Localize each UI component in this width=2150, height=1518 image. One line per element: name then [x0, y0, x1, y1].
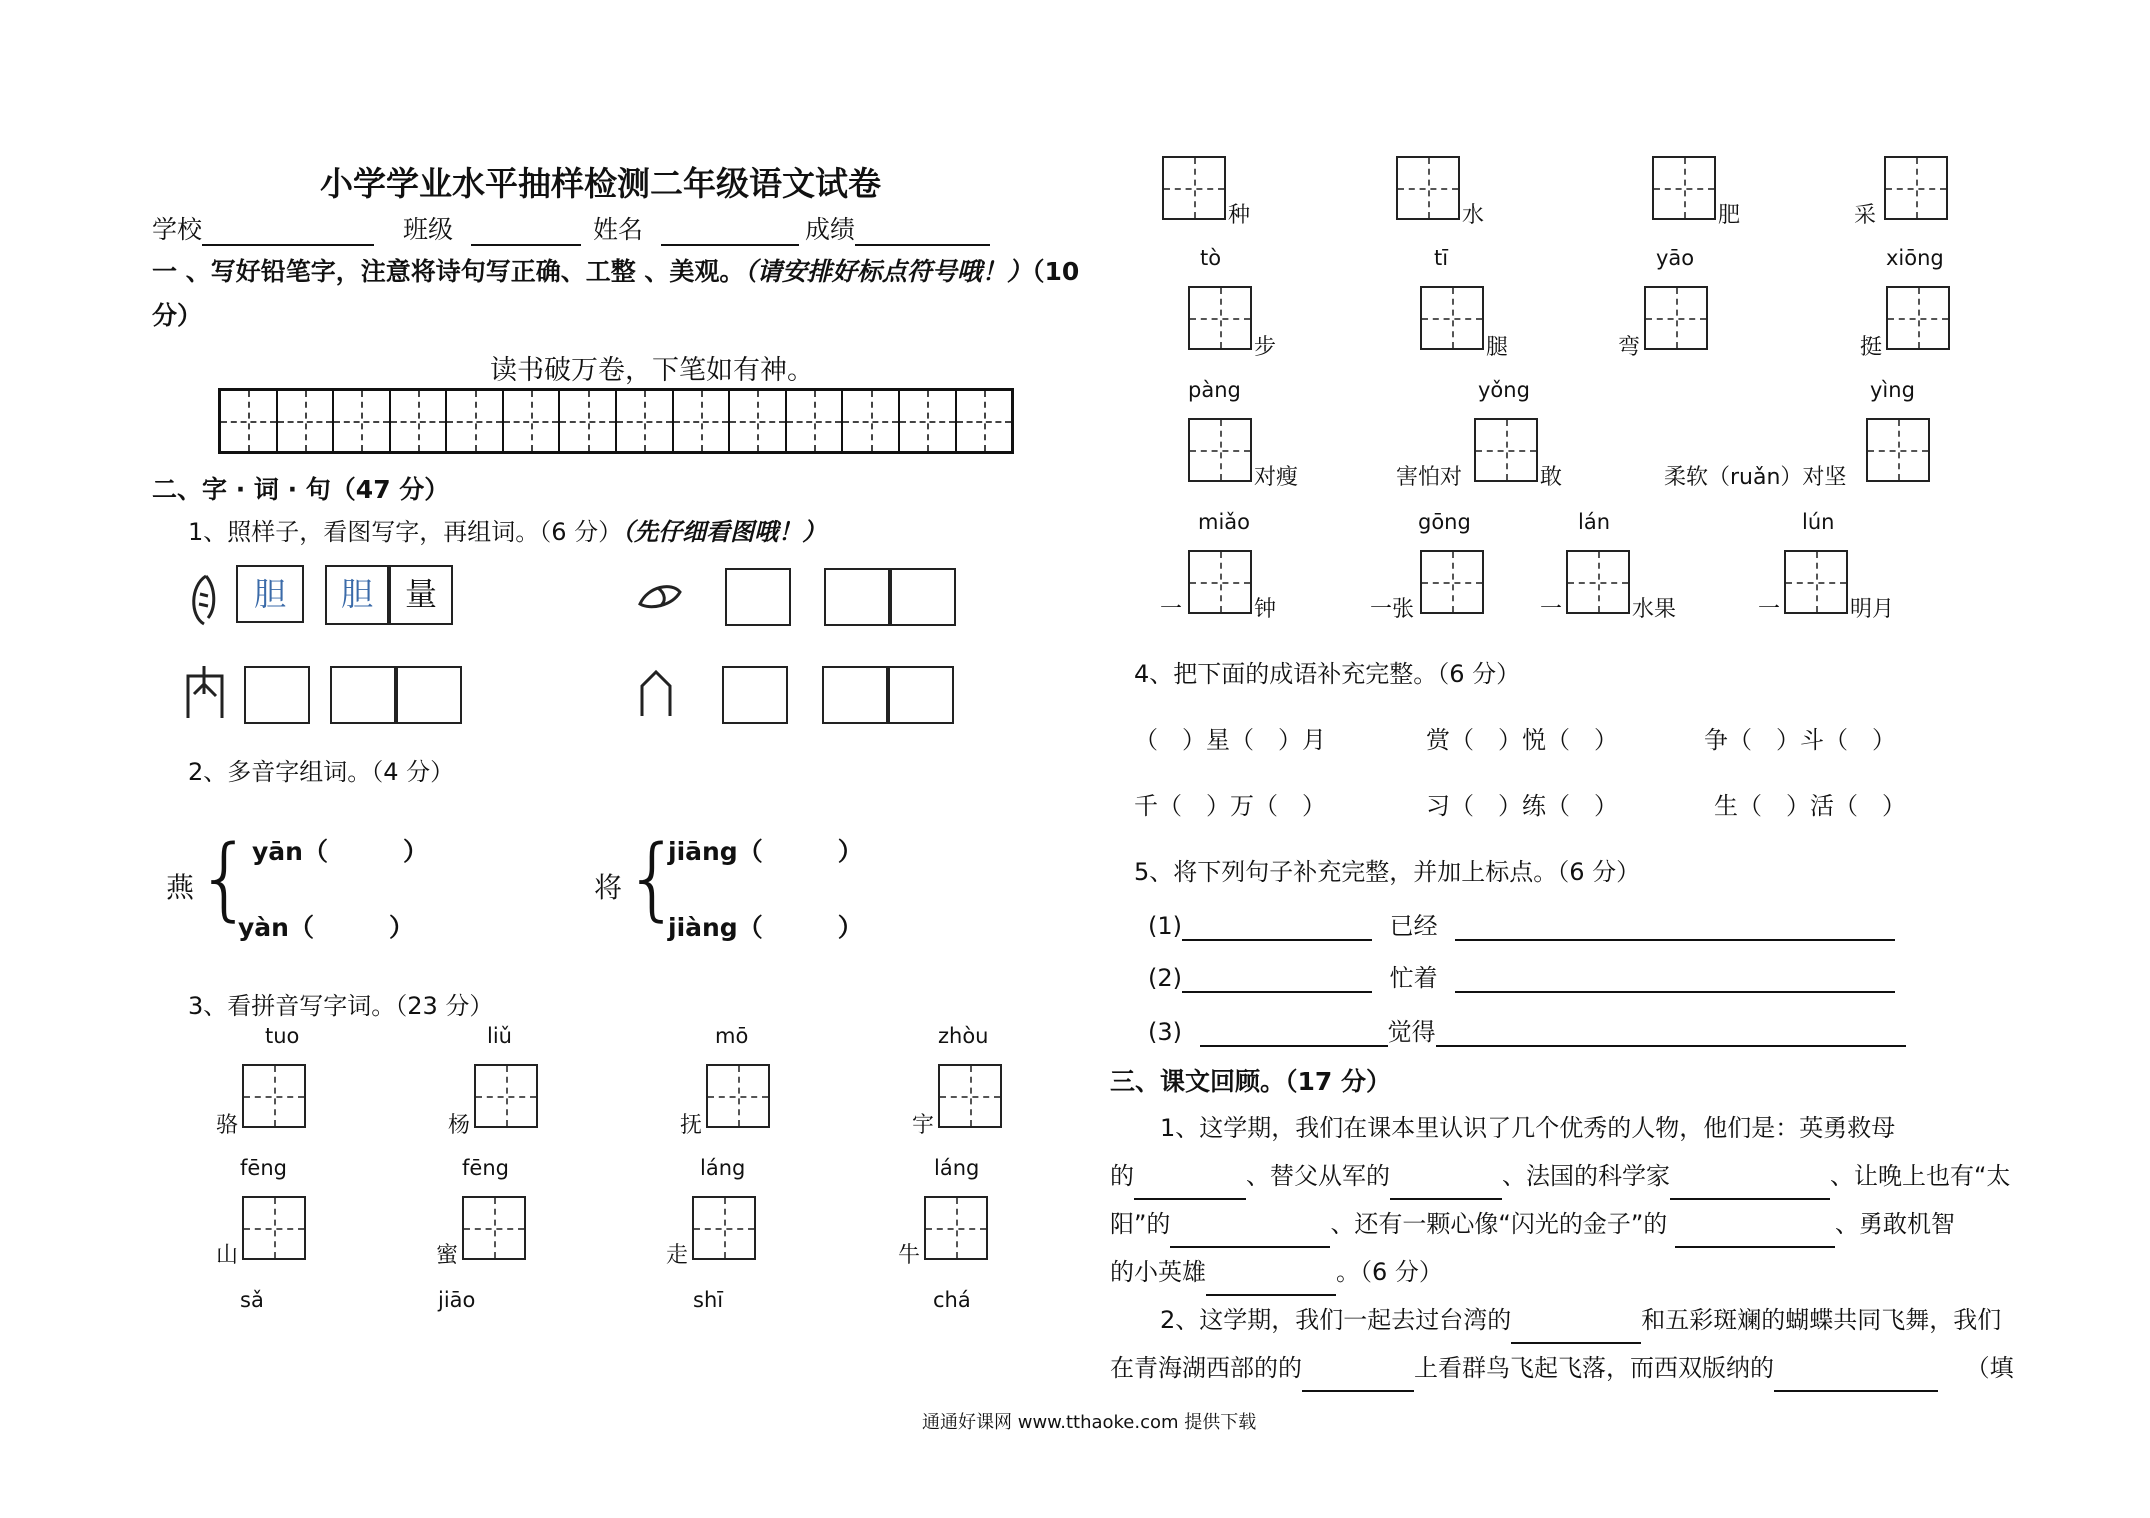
pinyin: lán: [1578, 510, 1611, 534]
answer-word-box-roof-2[interactable]: [888, 666, 954, 724]
brace-2: {: [624, 826, 682, 931]
char: 对瘦: [1254, 465, 1299, 490]
pinyin: mō: [715, 1024, 749, 1048]
pinyin: gōng: [1418, 510, 1471, 534]
sentence-line[interactable]: (3) 觉得: [1148, 1012, 1906, 1047]
char: 种: [1228, 203, 1251, 228]
idiom[interactable]: （ ）星（ ）月: [1134, 726, 1326, 754]
brace-1: {: [196, 826, 254, 931]
writing-cell[interactable]: [924, 1196, 988, 1260]
pinyin: yìng: [1870, 378, 1915, 402]
sentence-line[interactable]: (1) 已经: [1148, 906, 1895, 941]
example-char-box: 胆: [236, 565, 304, 623]
pinyin: pàng: [1188, 378, 1241, 402]
char: 一: [1540, 597, 1563, 622]
writing-cell[interactable]: [1652, 156, 1716, 220]
writing-cell[interactable]: [1884, 156, 1948, 220]
char: 一: [1160, 597, 1183, 622]
pictograph-meat-icon: [182, 664, 228, 720]
pinyin: fēng: [240, 1156, 287, 1180]
pinyin: fēng: [462, 1156, 509, 1180]
pinyin: miǎo: [1198, 510, 1251, 534]
school-field[interactable]: [152, 210, 374, 246]
char: 柔软（ruǎn）对坚: [1664, 465, 1847, 490]
char: 杨: [448, 1113, 471, 1138]
pinyin: jiāo: [438, 1288, 476, 1312]
writing-cell[interactable]: [706, 1064, 770, 1128]
writing-cell[interactable]: [692, 1196, 756, 1260]
review-text: 阳”的 、还有一颗心像“闪光的金子”的 、勇敢机智: [1110, 1200, 1955, 1248]
char: 骆: [216, 1113, 239, 1138]
writing-cell[interactable]: [242, 1064, 306, 1128]
writing-cell[interactable]: [1188, 286, 1252, 350]
char: 水: [1462, 203, 1485, 228]
q4-text: 4、把下面的成语补充完整。（6 分）: [1134, 660, 1521, 688]
pinyin: zhòu: [938, 1024, 989, 1048]
page-title: 小学学业水平抽样检测二年级语文试卷: [320, 164, 881, 203]
polyphone-char-2: 将: [594, 871, 623, 904]
char: 敢: [1540, 465, 1563, 490]
char: 弯: [1618, 335, 1641, 360]
review-text: 2、这学期，我们一起去过台湾的 和五彩斑斓的蝴蝶共同飞舞，我们: [1160, 1296, 2001, 1344]
pinyin: sǎ: [240, 1288, 264, 1312]
char: 一: [1758, 597, 1781, 622]
sentence-line[interactable]: (2) 忙着: [1148, 958, 1895, 993]
writing-cell[interactable]: [1644, 286, 1708, 350]
char: 宇: [912, 1113, 935, 1138]
writing-cell[interactable]: [1188, 418, 1252, 482]
school-label: 学校: [152, 215, 203, 244]
char: 步: [1254, 335, 1277, 360]
q5-text: 5、将下列句子补充完整，并加上标点。（6 分）: [1134, 858, 1641, 886]
pinyin: lún: [1802, 510, 1835, 534]
answer-char-box-eye[interactable]: [725, 568, 791, 626]
writing-cell[interactable]: [1886, 286, 1950, 350]
polyphone-1-reading-2[interactable]: yàn（ ）: [238, 913, 414, 942]
section3-heading: 三、课文回顾。（17 分）: [1110, 1067, 1391, 1096]
pinyin: xiōng: [1886, 246, 1944, 270]
name-field[interactable]: [593, 210, 799, 246]
class-label: 班级: [403, 215, 454, 244]
writing-cell[interactable]: [1420, 550, 1484, 614]
writing-cell[interactable]: [462, 1196, 526, 1260]
idiom[interactable]: 习（ ）练（ ）: [1426, 792, 1618, 820]
idiom[interactable]: 赏（ ）悦（ ）: [1426, 726, 1618, 754]
review-text: 1、这学期，我们在课本里认识了几个优秀的人物，他们是：英勇救母: [1160, 1114, 1896, 1142]
idiom[interactable]: 争（ ）斗（ ）: [1704, 726, 1896, 754]
char: 水果: [1632, 597, 1677, 622]
pictograph-moon-icon: [186, 572, 222, 628]
class-field[interactable]: [403, 210, 581, 246]
pinyin: yǒng: [1478, 378, 1530, 402]
q2-text: 2、多音字组词。（4 分）: [188, 758, 455, 786]
writing-cell[interactable]: [1566, 550, 1630, 614]
review-text: 的 、替父从军的 、法国的科学家 、让晚上也有“太: [1110, 1152, 2010, 1200]
pinyin: yāo: [1656, 246, 1695, 270]
char: 害怕对: [1396, 465, 1463, 490]
answer-word-box-roof-1[interactable]: [822, 666, 888, 724]
pinyin: láng: [700, 1156, 746, 1180]
name-label: 姓名: [593, 215, 644, 244]
char: 明月: [1850, 597, 1895, 622]
writing-cell[interactable]: [1866, 418, 1930, 482]
section1-heading: 一 、写好铅笔字，注意将诗句写正确、工整 、美观。（请安排好标点符号哦！）（10: [152, 257, 1080, 286]
score-field[interactable]: [805, 210, 990, 246]
writing-cell[interactable]: [938, 1064, 1002, 1128]
writing-cell[interactable]: [1188, 550, 1252, 614]
writing-cell[interactable]: [1396, 156, 1460, 220]
answer-char-box-roof[interactable]: [722, 666, 788, 724]
polyphone-2-reading-2[interactable]: jiàng（ ）: [668, 913, 863, 942]
char: 钟: [1254, 597, 1277, 622]
writing-cell[interactable]: [1162, 156, 1226, 220]
char: 一张: [1370, 597, 1415, 622]
writing-cell[interactable]: [474, 1064, 538, 1128]
char: 牛: [898, 1243, 921, 1268]
answer-word-box-eye-1[interactable]: [824, 568, 890, 626]
idiom[interactable]: 千（ ）万（ ）: [1134, 792, 1326, 820]
poem-line: 读书破万卷，下笔如有神。: [490, 355, 814, 386]
pinyin: tī: [1434, 246, 1449, 270]
writing-grid[interactable]: [218, 388, 1014, 454]
answer-word-box-meat-1[interactable]: [330, 666, 396, 724]
q3-text: 3、看拼音写字词。（23 分）: [188, 992, 494, 1020]
footer-credit: 通通好课网 www.tthaoke.com 提供下载: [922, 1412, 1257, 1433]
polyphone-1-reading-1[interactable]: yān（ ）: [252, 837, 428, 866]
polyphone-char-1: 燕: [166, 871, 195, 904]
answer-char-box-meat[interactable]: [244, 666, 310, 724]
char: 肥: [1718, 203, 1741, 228]
review-text: 的小英雄 。（6 分）: [1110, 1248, 1443, 1296]
pinyin: tò: [1200, 246, 1222, 270]
char: 抚: [680, 1113, 703, 1138]
idiom[interactable]: 生（ ）活（ ）: [1714, 792, 1906, 820]
writing-cell[interactable]: [242, 1196, 306, 1260]
writing-cell[interactable]: [1784, 550, 1848, 614]
pinyin: liǔ: [487, 1024, 512, 1048]
char: 山: [216, 1243, 239, 1268]
char: 腿: [1486, 335, 1509, 360]
char: 采: [1854, 203, 1877, 228]
review-text: 在青海湖西部的的 上看群鸟飞起飞落，而西双版纳的 （填: [1110, 1344, 2014, 1392]
section2-heading: 二、字 · 词 · 句（47 分）: [152, 475, 450, 504]
pinyin: láng: [934, 1156, 980, 1180]
char: 挺: [1860, 335, 1883, 360]
pinyin: chá: [933, 1288, 971, 1312]
example-word-box-1: 胆: [325, 565, 389, 625]
pictograph-roof-icon: [636, 668, 676, 718]
pinyin: tuo: [265, 1024, 300, 1048]
char: 走: [666, 1243, 689, 1268]
answer-word-box-meat-2[interactable]: [396, 666, 462, 724]
polyphone-2-reading-1[interactable]: jiāng（ ）: [668, 837, 863, 866]
answer-word-box-eye-2[interactable]: [890, 568, 956, 626]
writing-cell[interactable]: [1474, 418, 1538, 482]
pictograph-eye-icon: [636, 580, 684, 616]
section1-points: 分）: [152, 301, 203, 330]
example-word-box-2: 量: [389, 565, 453, 625]
writing-cell[interactable]: [1420, 286, 1484, 350]
score-label: 成绩: [805, 215, 856, 244]
q1-text: 1、照样子，看图写字，再组词。（6 分）（先仔细看图哦！）: [188, 518, 827, 546]
char: 蜜: [436, 1243, 459, 1268]
pinyin: shī: [693, 1288, 724, 1312]
